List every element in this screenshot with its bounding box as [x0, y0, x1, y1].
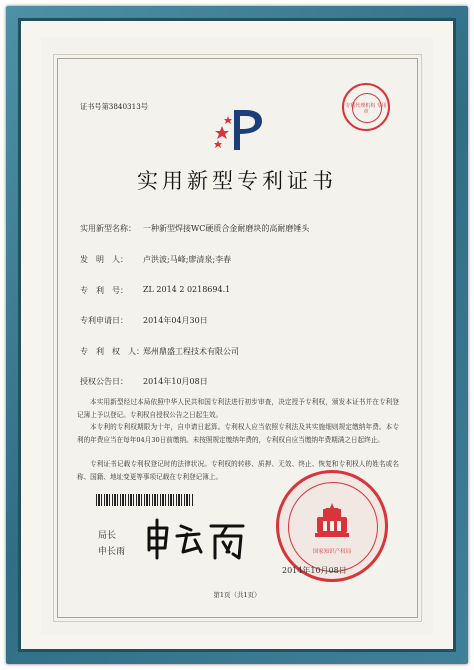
cert-number: 证书号第3840313号 — [80, 102, 148, 111]
patentee-value: 郑州鼎盛工程技术有限公司 — [143, 347, 239, 356]
director-signature — [143, 518, 253, 562]
director-title: 局长 — [98, 531, 117, 541]
agency-stamp: 专利代理机构 专用章 — [342, 83, 390, 131]
certificate-title: 实用新型专利证书 — [137, 169, 337, 193]
patent-no-label: 专 利 号： — [80, 286, 128, 295]
grant-date-label: 授权公告日： — [80, 377, 128, 386]
patentee-label: 专 利 权 人： — [80, 347, 144, 356]
inventor-value: 卢洪波;马峰;廖清泉;李春 — [143, 255, 232, 264]
body-paragraph-1: 本实用新型经过本局依照中华人民共和国专利法进行初步审查，决定授予专利权，颁发本证书并在专利登记簿上予以登记。专利权自授权公告之日起生效。 — [77, 398, 399, 419]
grant-date-value: 2014年10月08日 — [143, 377, 208, 386]
barcode — [96, 494, 194, 506]
director-name: 申长雨 — [98, 547, 126, 557]
page-footer: 第1页（共1页） — [213, 591, 261, 599]
seal-text: 国家知识产权局 — [312, 549, 352, 555]
body-paragraph-3: 专利证书记载专利权登记时的法律状况。专利权的转移、质押、无效、终止、恢复和专利权人的姓名或名称、国籍、地址变更等事项记载在专利登记簿上。 — [77, 460, 399, 481]
name-value: 一种新型焊接WC硬质合金耐磨块的高耐磨锤头 — [143, 224, 310, 233]
patent-no-value: ZL 2014 2 0218694.1 — [143, 285, 231, 294]
seal-date: 2014年10月08日 — [282, 566, 347, 575]
sipo-logo — [212, 108, 268, 156]
apply-date-value: 2014年04月30日 — [143, 316, 208, 325]
name-label: 实用新型名称： — [80, 224, 136, 233]
apply-date-label: 专利申请日： — [80, 316, 128, 325]
body-paragraph-2: 本专利的专利权期限为十年，自申请日起算。专利权人应当依照专利法及其实施细则规定缴纳年费。本专利的年费应当在每年04月30日前缴纳。未按照规定缴纳年费的，专利权自应当缴纳年费期满之日起终止。 — [77, 423, 399, 444]
inventor-label: 发 明 人： — [80, 255, 128, 264]
